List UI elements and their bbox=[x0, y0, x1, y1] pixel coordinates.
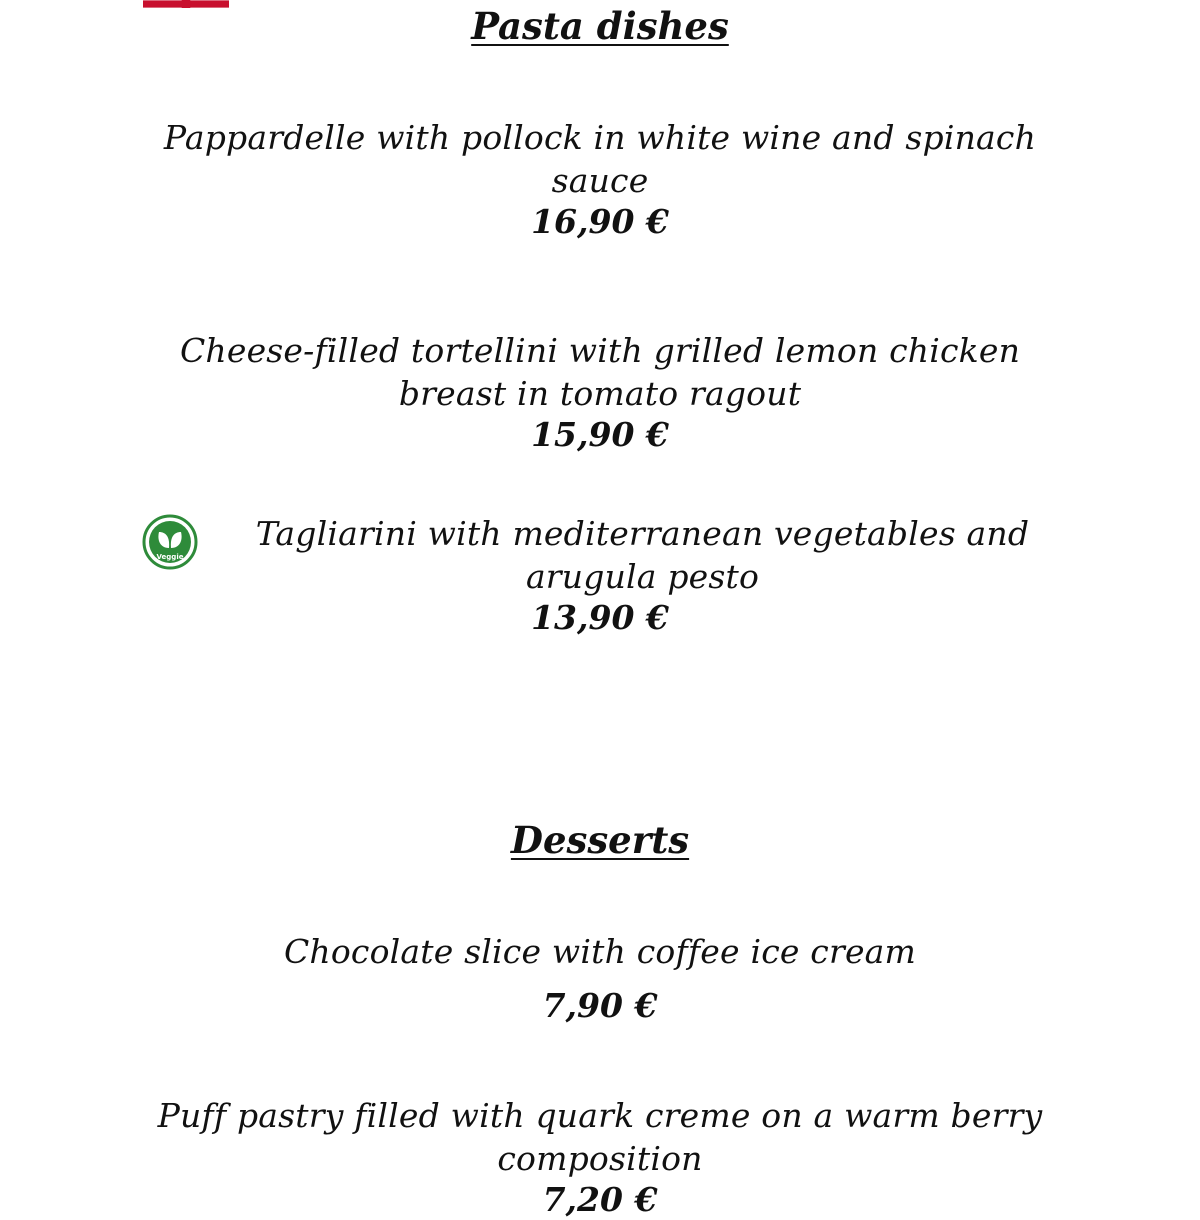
section-title-pasta: Pasta dishes bbox=[471, 4, 729, 48]
veggie-leaf-icon bbox=[142, 514, 198, 570]
dish-name bbox=[0, 116, 1200, 202]
dish-name-line: breast in tomato ragout bbox=[398, 374, 802, 413]
dish-name-line: Pappardelle with pollock in white wine and spinach bbox=[163, 118, 1037, 157]
dish-name bbox=[0, 1094, 1200, 1180]
dish-name-line: arugula pesto bbox=[525, 557, 760, 596]
dish-name-line: Tagliarini with mediterranean vegetables and bbox=[255, 514, 1030, 553]
dish-price: 7,20 € bbox=[542, 1180, 658, 1219]
dish-price: 13,90 € bbox=[531, 598, 669, 637]
veggie-badge-label: Veggie bbox=[156, 553, 184, 561]
dish-name bbox=[235, 512, 1050, 598]
dish-name-line: composition bbox=[497, 1139, 703, 1178]
dish-name-line: Cheese-filled tortellini with grilled lemon chicken bbox=[179, 331, 1021, 370]
dish-price: 16,90 € bbox=[531, 202, 669, 241]
section-title-desserts: Desserts bbox=[510, 818, 690, 862]
dish-price: 15,90 € bbox=[531, 415, 669, 454]
dish-name-line: sauce bbox=[551, 161, 649, 200]
dish-name-line: Puff pastry filled with quark creme on a warm berry bbox=[157, 1096, 1043, 1135]
dish-name bbox=[0, 930, 1200, 973]
dish-price: 7,90 € bbox=[542, 986, 658, 1025]
dish-name-line: Chocolate slice with coffee ice cream bbox=[283, 932, 917, 971]
dish-name bbox=[0, 329, 1200, 415]
